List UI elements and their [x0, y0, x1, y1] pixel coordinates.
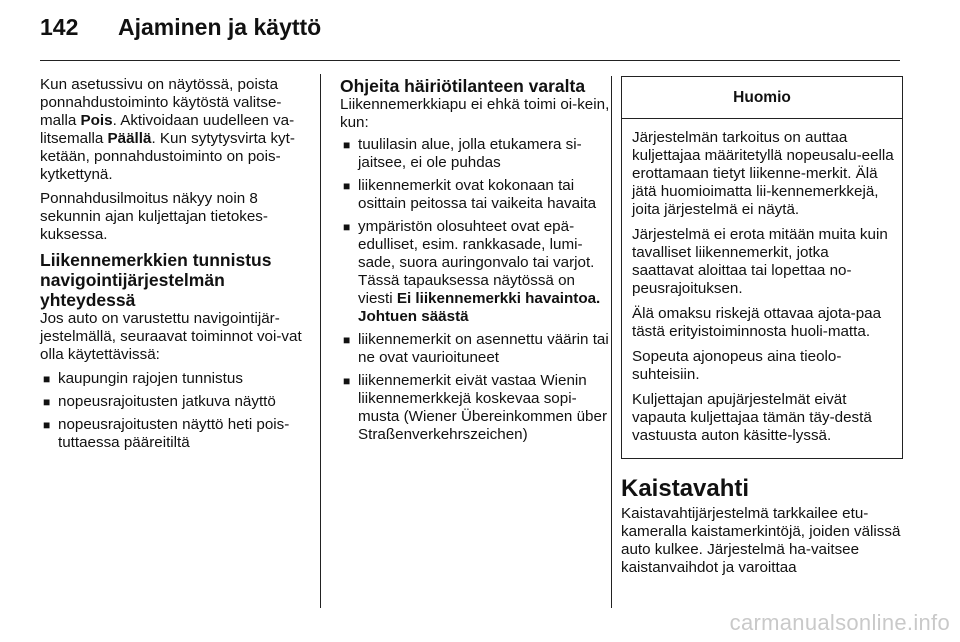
heading-lane-assist: Kaistavahti [621, 475, 750, 502]
paragraph-fault-intro: Liikennemerkkiapu ei ehkä toimi oi-kein, kun: [340, 96, 610, 131]
bullet-icon: ■ [343, 333, 351, 347]
bullet-icon: ■ [343, 220, 351, 234]
heading-navigation-recognition: Liikennemerkkien tunnistus navigointijärjestelmän yhteydessä [40, 250, 272, 310]
bullet-icon: ■ [43, 395, 51, 409]
caution-paragraph: Järjestelmä ei erota mitään muita kuin tavalliset liikennemerkit, jotka saattavat aloittaa tai lopettaa no-peusrajoituksen. [632, 226, 888, 297]
list-item: ■ kaupungin rajojen tunnistus [43, 370, 243, 387]
caution-paragraph: Älä omaksu riskejä ottavaa ajota-paa tästä erityistoiminnosta huoli-matta. [632, 305, 882, 340]
caution-paragraph: Kuljettajan apujärjestelmät eivät vapauta kuljettajaa tämän täy-destä vastuusta auton käsitte-lyssä. [632, 391, 872, 444]
column-divider-left [320, 74, 321, 608]
paragraph-navigation-intro: Jos auto on varustettu navigointijär-jestelmällä, seuraavat toiminnot voi-vat olla käytettävissä: [40, 310, 302, 363]
display-message: Ei liikennemerkki havaintoa. Johtuen säästä [358, 290, 601, 325]
navigation-features-list [40, 370, 308, 452]
caution-paragraph: Järjestelmän tarkoitus on auttaa kuljettajaa määritetyllä nopeusalu-eella erottamaan tietyt liikenne-merkit. Älä jätä huomioimatta lii-kennemerkkejä, joita järjestelmä ei näytä. [632, 129, 894, 218]
list-item: ■ tuulilasin alue, jolla etukamera si-jaitsee, ei ole puhdas [343, 136, 582, 171]
header-divider [40, 60, 900, 61]
paragraph-popup-duration: Ponnahdusilmoitus näkyy noin 8 sekunnin ajan kuljettajan tietokes-kuksessa. [40, 190, 268, 243]
heading-fault-instructions: Ohjeita häiriötilanteen varalta [340, 76, 586, 96]
page-header [40, 14, 321, 44]
column-right [621, 76, 903, 583]
column-middle [340, 76, 610, 449]
option-on: Päällä [107, 130, 152, 147]
list-item: ■ nopeusrajoitusten jatkuva näyttö [43, 393, 276, 410]
option-off: Pois [80, 112, 113, 129]
list-item: ■ nopeusrajoitusten näyttö heti pois-tuttaessa pääreitiltä [43, 416, 290, 451]
list-item: ■ liikennemerkit eivät vastaa Wienin liikennemerkkejä koskevaa sopi-musta (Wiener Übereinkommen über Straßenverkehrszeichen) [343, 372, 607, 443]
bullet-icon: ■ [343, 179, 351, 193]
page-number: 142 [40, 14, 79, 40]
bullet-icon: ■ [343, 138, 351, 152]
fault-conditions-list [340, 136, 610, 444]
chapter-title: Ajaminen ja käyttö [118, 14, 322, 40]
column-divider-right [611, 76, 612, 608]
paragraph-lane-assist: Kaistavahtijärjestelmä tarkkailee etu-kameralla kaistamerkintöjä, joiden välissä auto kulkee. Järjestelmä ha-vaitsee kaistanvaihdot ja varoittaa [621, 505, 901, 576]
bullet-icon: ■ [43, 418, 51, 432]
column-left [40, 76, 308, 457]
caution-body [622, 119, 902, 458]
caution-title: Huomio [622, 77, 902, 119]
caution-box [621, 76, 903, 459]
list-item: ■ liikennemerkit ovat kokonaan tai osittain peitossa tai vaikeita havaita [343, 177, 597, 212]
list-item: ■ liikennemerkit on asennettu väärin tai ne ovat vaurioituneet [343, 331, 609, 366]
watermark: carmanualsonline.info [729, 610, 950, 635]
list-item: ■ ympäristön olosuhteet ovat epä-edulliset, esim. rankkasade, lumi-sade, suora auringonvalo tai varjot. Tässä tapauksessa näytössä on viesti Ei liikennemerkki havaintoa. Johtuen säästä [343, 218, 601, 325]
paragraph-popup-setting: Kun asetussivu on näytössä, poista ponnahdustoiminto käytöstä valitse-malla Pois. Aktivoidaan uudelleen va-litsemalla Päällä. Kun sytytysvirta kyt-ketään, ponnahdustoiminto on pois-kytkettynä. [40, 76, 295, 183]
bullet-icon: ■ [43, 372, 51, 386]
caution-paragraph: Sopeuta ajonopeus aina tieolo-suhteisiin. [632, 348, 842, 383]
bullet-icon: ■ [343, 374, 351, 388]
